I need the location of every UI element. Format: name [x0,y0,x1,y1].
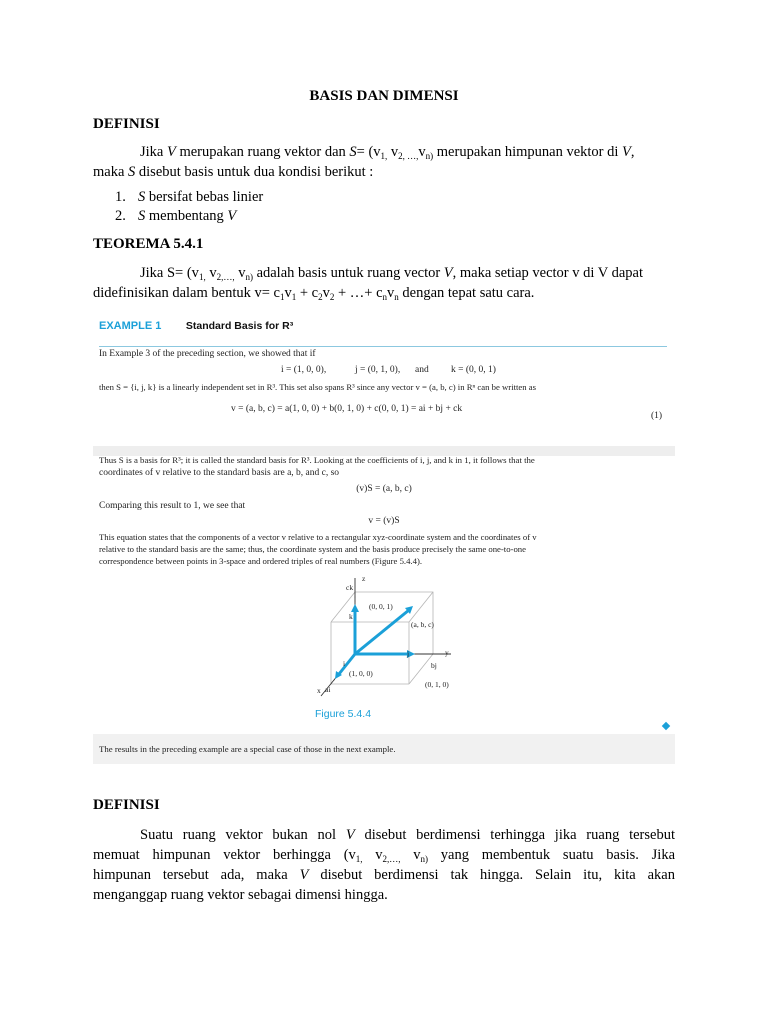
equation-vvs: v = (v)S [368,516,400,526]
label-100: (1, 0, 0) [349,669,373,678]
definition-paragraph [93,825,675,905]
definition-line-1: Suatu ruang vektor bukan nol V disebut berdimensi terhingga jika ruang tersebut [140,827,675,843]
theorem-heading: TEOREMA 5.4.1 [93,236,204,252]
diamond-icon [662,722,670,730]
textbook-excerpt-image [93,312,675,764]
excerpt-line: Comparing this result to 1, we see that [99,501,246,511]
label-ai: ai [325,685,331,694]
excerpt-line: coordinates of v relative to the standard basis are a, b, and c, so [99,468,340,478]
equation-and: and [415,365,429,375]
axis-x-label: x [317,686,321,695]
axis-y-label: y [445,648,449,657]
excerpt-line: relative to the standard basis are the same; thus, the coordinate system and the basis produce precisely the same one-to-one [99,544,526,554]
axis-z-label: z [362,574,366,583]
definition-heading: DEFINISI [93,797,160,813]
definition-line-2: memuat himpunan vektor berhingga ($v_{1,}$ $v_{2,\dots,}$ $v_{n)}$ yang membentuk suatu basis. Jika [93,847,676,864]
theorem-paragraph [93,263,675,303]
page-title: BASIS DAN DIMENSI [309,88,459,104]
label-i: i [343,659,346,668]
equation-j: j = (0, 1, 0), [355,365,401,375]
label-010: (0, 1, 0) [425,680,449,689]
definition-line-4: menganggap ruang vektor sebagai dimensi hingga. [93,887,388,903]
definition-paragraph [93,142,675,182]
equation-i: i = (1, 0, 0), [281,365,327,375]
example-label: EXAMPLE 1 [99,320,162,332]
theorem-line-1: Jika $S= (v_{1,}$ $v_{2,\dots,}$ $v_{n)}$ adalah basis untuk ruang vector V, maka setiap vector v di V dapat [140,265,643,282]
list-item: 2. S membentang V [115,208,237,224]
excerpt-line: Thus S is a basis for R³; it is called the standard basis for R³. Looking at the coefficients of i, j, and k in 1, it follows that the [99,455,535,465]
equation-number: (1) [651,411,663,421]
excerpt-line: In Example 3 of the preceding section, we showed that if [99,349,316,359]
label-001: (0, 0, 1) [369,602,393,611]
example-title: Standard Basis for R³ [185,320,294,332]
equation-k: k = (0, 0, 1) [451,365,496,375]
label-bj: bj [431,661,437,670]
definition-line-1: Jika V merupakan ruang vektor dan $S= (v_{1,}$ $v_{2, \dots,}v_{n)}$ merupakan himpunan vektor di V, [140,144,635,161]
definition-heading: DEFINISI [93,116,160,132]
label-j: j [407,649,410,658]
label-abc: (a, b, c) [411,620,434,629]
excerpt-line: then S = {i, j, k} is a linearly independent set in R³. This set also spans R³ since any vector v = (a, b, c) in Rⁿ can be written as [99,382,537,392]
definition-line-2: maka S disebut basis untuk dua kondisi berikut : [93,164,374,180]
vector-v [355,610,409,654]
label-ck: ck [346,583,354,592]
list-item: 1. S bersifat bebas linier [115,189,264,205]
figure-caption: Figure 5.4.4 [315,708,372,720]
example-header [99,320,293,332]
definition-line-3: himpunan tersebut ada, maka V disebut berdimensi tak hingga. Selain itu, kita akan [93,867,675,883]
example-divider [99,346,667,347]
label-k: k [349,612,353,621]
theorem-line-2: didefinisikan dalam bentuk $v= c_1v_1 + c_2v_2$ + …+ $c_nv_n$ dengan tepat satu cara. [93,285,535,302]
equation-vs: (v)S = (a, b, c) [356,484,412,494]
equation-main: v = (a, b, c) = a(1, 0, 0) + b(0, 1, 0) + c(0, 0, 1) = ai + bj + ck [231,404,463,414]
excerpt-line: The results in the preceding example are a special case of those in the next example. [99,744,396,754]
excerpt-line: This equation states that the components of a vector v relative to a rectangular xyz-coordinate system and the coordinates of v [99,532,537,542]
excerpt-line: correspondence between points in 3-space and ordered triples of real numbers (Figure 5.4.4). [99,556,423,566]
